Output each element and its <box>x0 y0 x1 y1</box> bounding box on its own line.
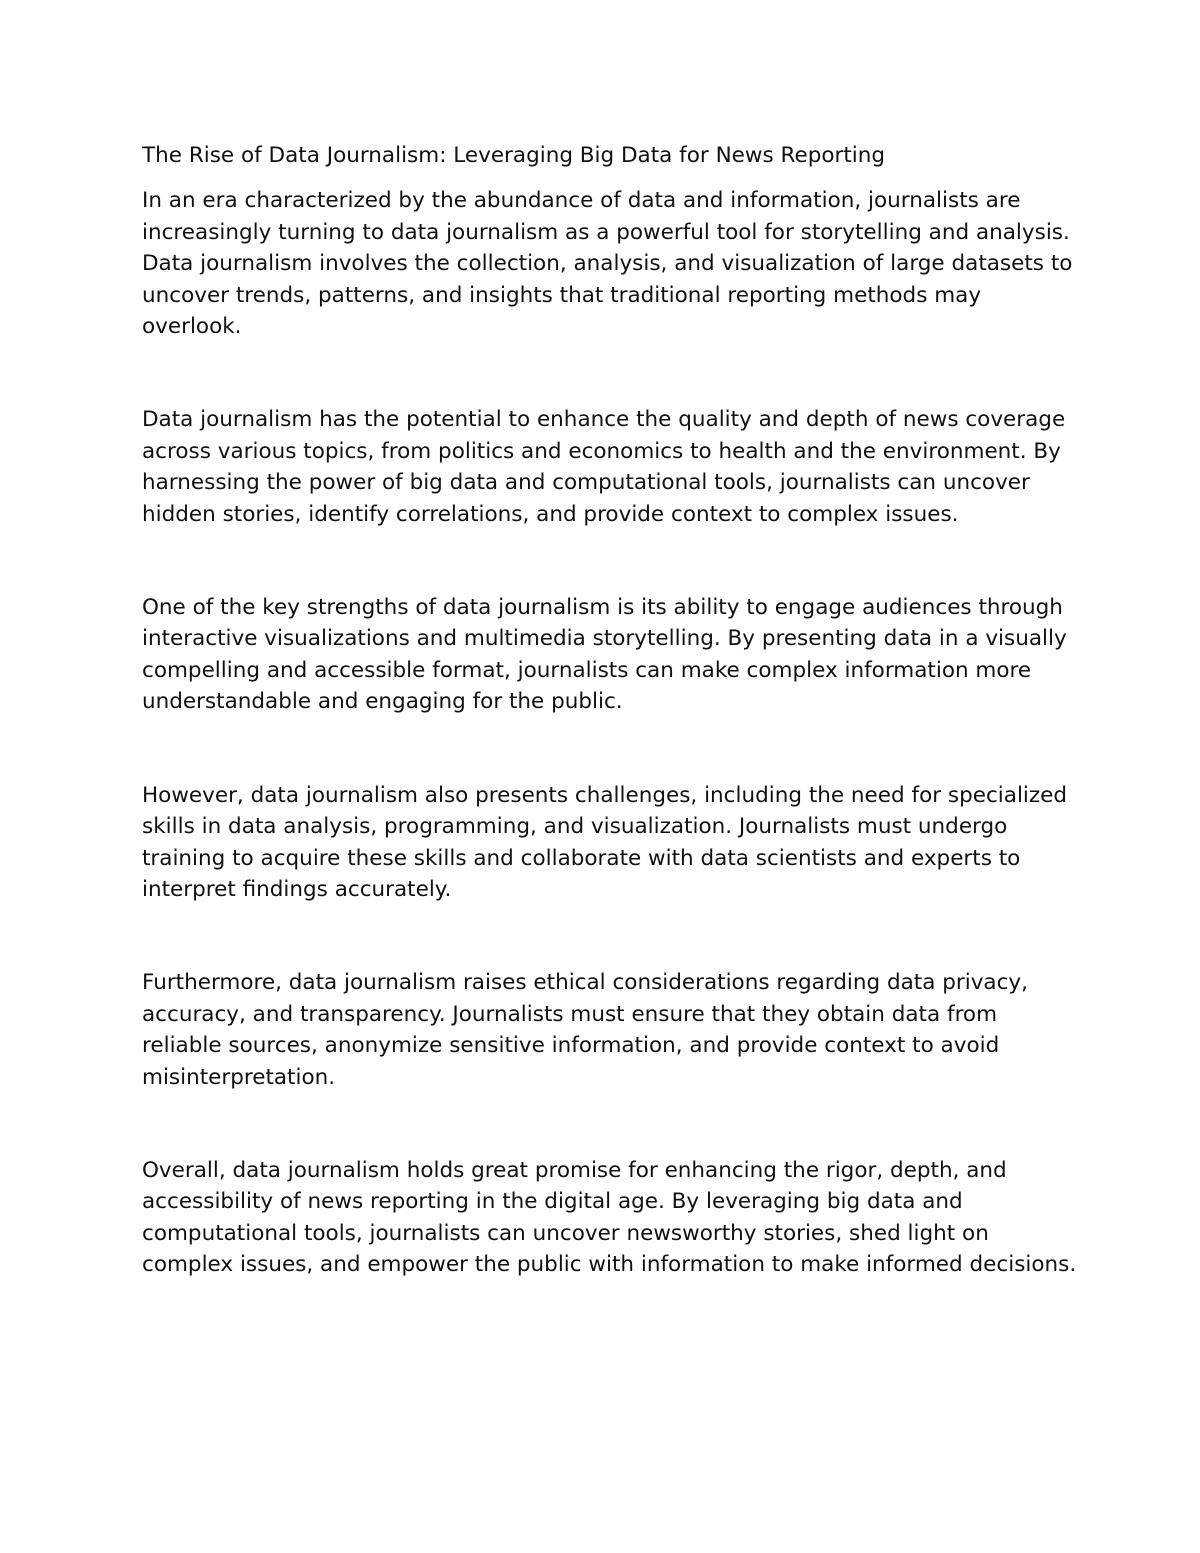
paragraph-challenges: However, data journalism also presents challenges, including the need for specialized skills in data analysis, programming, and visualization. Journalists must undergo training to acquire these skills and collaborate with data scientists and experts to interpret findings accurately. <box>142 782 1068 902</box>
paragraph-intro: In an era characterized by the abundance of data and information, journalists are increasingly turning to data journalism as a powerful tool for storytelling and analysis. Data journalism involves the collection, analysis, and visualization of large datasets to uncover trends, patterns, and insights that traditional reporting methods may overlook. <box>142 188 1073 340</box>
document-title: The Rise of Data Journalism: Leveraging Big Data for News Reporting <box>142 143 886 168</box>
paragraph-conclusion: Overall, data journalism holds great promise for enhancing the rigor, depth, and accessibility of news reporting in the digital age. By leveraging big data and computational tools, journalists can uncover newsworthy stories, shed light on complex issues, and empower the public with information to make informed decisions. <box>142 1157 1077 1278</box>
paragraph-ethics: Furthermore, data journalism raises ethical considerations regarding data privacy, accuracy, and transparency. Journalists must ensure that they obtain data from reliable sources, anonymize sensitive information, and provide context to avoid misinterpretation. <box>142 970 1028 1090</box>
document-page <box>142 140 1077 1343</box>
paragraph-potential: Data journalism has the potential to enhance the quality and depth of news coverage across various topics, from politics and economics to health and the environment. By harnessing the power of big data and computational tools, journalists can uncover hidden stories, identify correlations, and provide context to complex issues. <box>142 407 1066 527</box>
paragraph-strengths: One of the key strengths of data journalism is its ability to engage audiences through interactive visualizations and multimedia storytelling. By presenting data in a visually compelling and accessible format, journalists can make complex information more understandable and engaging for the public. <box>142 595 1067 715</box>
